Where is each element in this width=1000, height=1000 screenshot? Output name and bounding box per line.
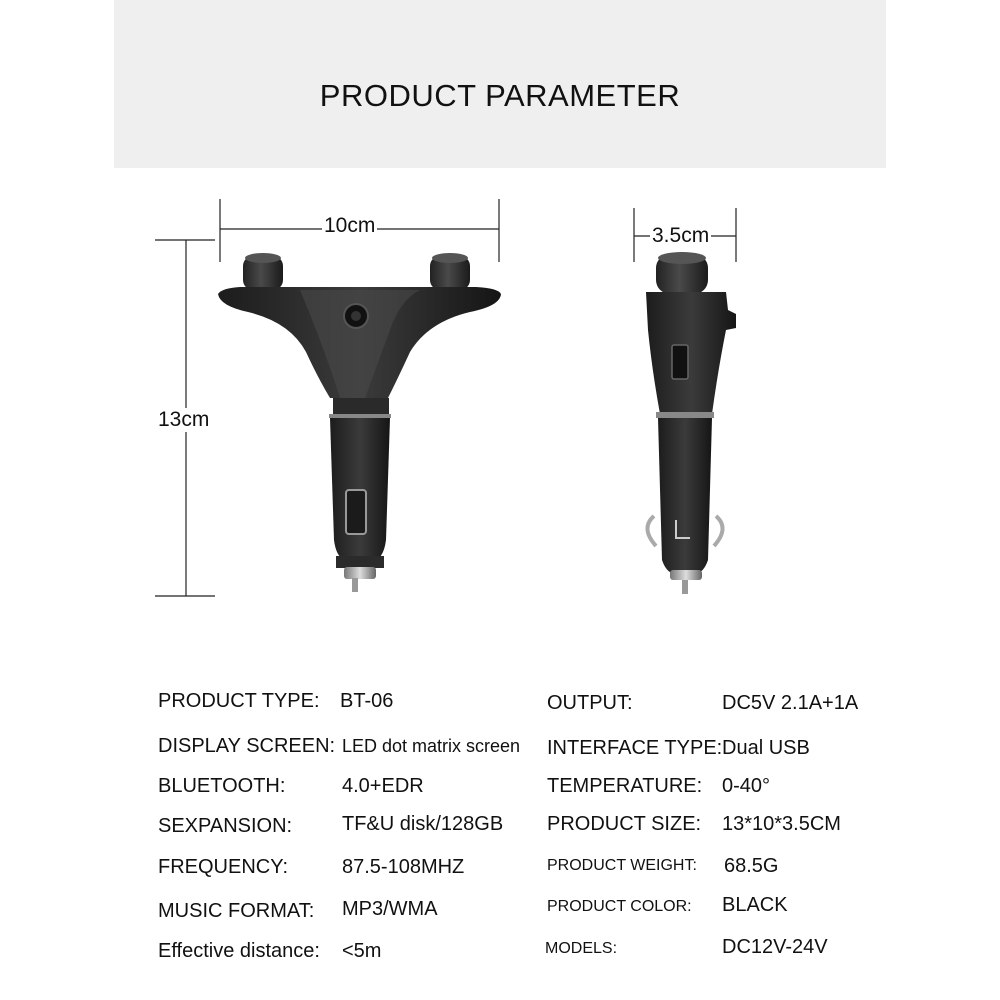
height-label: 13cm: [158, 408, 210, 431]
front-view: [218, 253, 501, 592]
spec-label-effective-distance: Effective distance:: [158, 940, 320, 962]
spec-label-product-weight: PRODUCT WEIGHT:: [547, 857, 697, 874]
spec-value-music-format: MP3/WMA: [342, 898, 438, 920]
spec-value-bluetooth: 4.0+EDR: [342, 775, 424, 797]
spec-label-product-type: PRODUCT TYPE:: [158, 690, 320, 712]
spec-value-temperature: 0-40°: [722, 775, 771, 797]
page-title: PRODUCT PARAMETER: [319, 78, 681, 113]
spec-value-interface-type: Dual USB: [722, 737, 810, 759]
spec-label-output: OUTPUT:: [547, 692, 633, 714]
spec-value-output: DC5V 2.1A+1A: [722, 692, 859, 714]
spec-value-product-weight: 68.5G: [724, 855, 779, 877]
spec-label-music-format: MUSIC FORMAT:: [158, 900, 315, 922]
spec-value-display-screen: LED dot matrix screen: [342, 736, 521, 756]
spec-label-temperature: TEMPERATURE:: [547, 775, 703, 797]
spec-value-product-size: 13*10*3.5CM: [722, 813, 841, 835]
spec-value-product-color: BLACK: [722, 894, 788, 916]
spec-label-models: MODELS:: [545, 940, 618, 957]
spec-label-bluetooth: BLUETOOTH:: [158, 775, 286, 797]
spec-value-models: DC12V-24V: [722, 936, 828, 958]
spec-label-product-color: PRODUCT COLOR:: [547, 898, 692, 915]
spec-label-frequency: FREQUENCY:: [158, 856, 289, 878]
width-label: 10cm: [324, 214, 376, 237]
side-view: [646, 252, 736, 594]
spec-label-product-size: PRODUCT SIZE:: [547, 813, 702, 835]
depth-label: 3.5cm: [652, 224, 710, 247]
spec-value-frequency: 87.5-108MHZ: [342, 856, 465, 878]
spec-label-display-screen: DISPLAY SCREEN:: [158, 735, 336, 757]
spec-label-interface-type: INTERFACE TYPE:: [547, 737, 723, 759]
spec-value-expansion: TF&U disk/128GB: [342, 813, 504, 835]
spec-label-expansion: SEXPANSION:: [158, 815, 293, 837]
spec-value-product-type: BT-06: [340, 690, 394, 712]
spec-value-effective-distance: <5m: [342, 940, 382, 962]
